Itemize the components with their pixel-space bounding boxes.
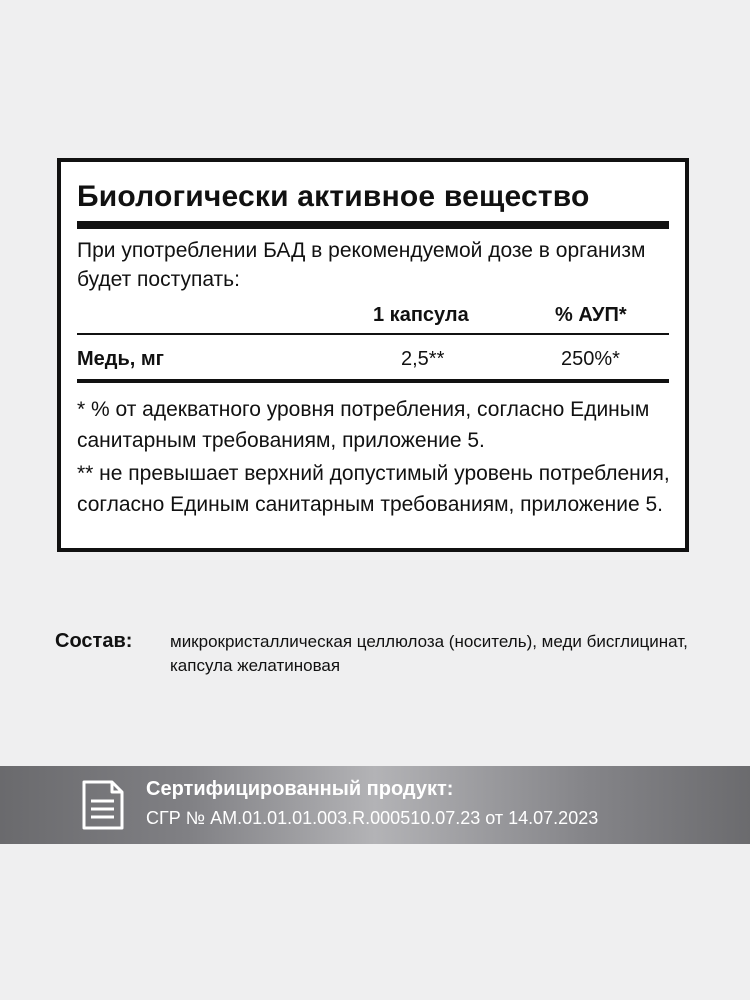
panel-title: Биологически активное вещество xyxy=(77,180,590,213)
nutrition-facts-panel xyxy=(57,158,689,552)
footnote-2: ** не превышает верхний допустимый уровень потребления, согласно Единым санитарным требованиям, приложение 5. xyxy=(77,462,670,516)
header-divider xyxy=(77,333,669,335)
row-label-copper: Медь, мг xyxy=(77,348,165,370)
certificate-banner xyxy=(0,766,750,844)
certificate-number: СГР № AM.01.01.01.003.R.000510.07.23 от 14.07.2023 xyxy=(146,808,599,828)
row-value-percent: 250%* xyxy=(561,348,620,370)
row-value-capsule: 2,5** xyxy=(401,348,445,370)
column-header-percent: % АУП* xyxy=(555,304,627,326)
composition-label: Состав: xyxy=(55,630,133,652)
footnote-1: * % от адекватного уровня потребления, согласно Единым санитарным требованиям, приложение 5. xyxy=(77,398,650,452)
column-header-capsule: 1 капсула xyxy=(373,304,469,326)
title-divider xyxy=(77,221,669,229)
intro-text: При употреблении БАД в рекомендуемой дозе в организм будет поступать: xyxy=(77,239,646,291)
certificate-title: Сертифицированный продукт: xyxy=(146,778,454,800)
document-icon xyxy=(80,779,126,836)
composition-text: микрокристаллическая целлюлоза (носитель), меди бисглицинат, капсула желатиновая xyxy=(170,632,688,675)
row-divider xyxy=(77,379,669,383)
